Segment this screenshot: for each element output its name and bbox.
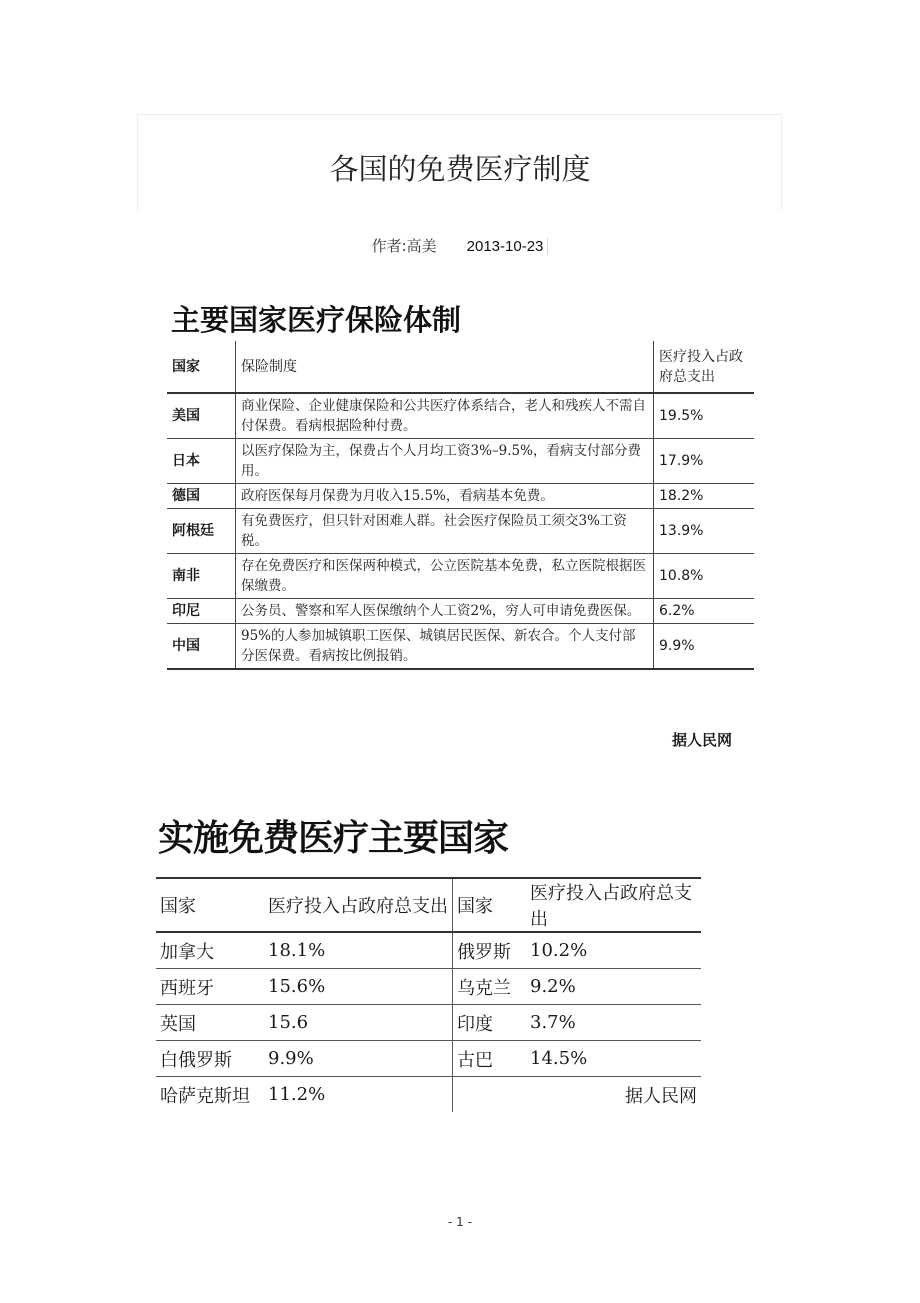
table-row <box>167 554 754 599</box>
country-left: 英国 <box>156 1005 264 1041</box>
header-country: 国家 <box>167 341 236 393</box>
header-system: 保险制度 <box>236 341 654 393</box>
table-row <box>156 1041 701 1077</box>
header-share: 医疗投入占政府总支出 <box>654 341 755 393</box>
table1-title: 主要国家医疗保险体制 <box>171 303 462 337</box>
table-header-row <box>167 341 754 393</box>
row-share: 13.9% <box>654 509 755 554</box>
share-left: 9.9% <box>264 1041 453 1077</box>
country-left: 哈萨克斯坦 <box>160 1085 250 1107</box>
row-share: 17.9% <box>654 439 755 484</box>
share-right: 10.2% <box>526 932 701 969</box>
row-share: 18.2% <box>654 484 755 509</box>
header-country-left: 国家 <box>156 878 264 932</box>
country-left: 西班牙 <box>156 969 264 1005</box>
row-country: 美国 <box>167 393 236 439</box>
publish-date: 2013-10-23 <box>467 238 549 255</box>
country-left: 加拿大 <box>156 932 264 969</box>
row-system: 政府医保每月保费为月收入15.5%，看病基本免费。 <box>236 484 654 509</box>
row-country: 中国 <box>167 624 236 670</box>
row-country: 阿根廷 <box>167 509 236 554</box>
row-share: 19.5% <box>654 393 755 439</box>
share-right: 14.5% <box>526 1041 701 1077</box>
share-left: 15.6% <box>264 969 453 1005</box>
byline <box>0 235 920 256</box>
table-row <box>167 624 754 670</box>
table2-title: 实施免费医疗主要国家 <box>158 817 509 859</box>
header-share-right: 医疗投入占政府总支出 <box>526 878 701 932</box>
table-row <box>156 932 701 969</box>
country-right: 印度 <box>453 1005 527 1041</box>
table-header-row <box>156 878 701 932</box>
country-right: 古巴 <box>453 1041 527 1077</box>
country-right: 乌克兰 <box>453 969 527 1005</box>
table-row <box>167 599 754 624</box>
row-system: 商业保险、企业健康保险和公共医疗体系结合，老人和残疾人不需自付保费。看病根据险种付费。 <box>236 393 654 439</box>
table-row <box>156 969 701 1005</box>
table-row <box>156 1005 701 1041</box>
row-country: 南非 <box>167 554 236 599</box>
table1-source: 据人民网 <box>672 731 733 749</box>
country-left: 白俄罗斯 <box>156 1041 264 1077</box>
row-system: 以医疗保险为主，保费占个人月均工资3%–9.5%，看病支付部分费用。 <box>236 439 654 484</box>
table2-source: 据人民网 <box>453 1077 702 1113</box>
table-row <box>167 439 754 484</box>
page-number: - 1 - <box>448 1215 472 1229</box>
row-share: 10.8% <box>654 554 755 599</box>
share-right: 9.2% <box>526 969 701 1005</box>
page-title: 各国的免费医疗制度 <box>329 152 591 186</box>
share-left: 18.1% <box>264 932 453 969</box>
row-system: 存在免费医疗和医保两种模式，公立医院基本免费，私立医院根据医保缴费。 <box>236 554 654 599</box>
table-row <box>156 1077 701 1113</box>
row-system: 公务员、警察和军人医保缴纳个人工资2%，穷人可申请免费医保。 <box>236 599 654 624</box>
header-country-right: 国家 <box>453 878 527 932</box>
row-system: 95%的人参加城镇职工医保、城镇居民医保、新农合。个人支付部分医保费。看病按比例报销。 <box>236 624 654 670</box>
row-country: 印尼 <box>167 599 236 624</box>
table-row <box>167 484 754 509</box>
header-share-left: 医疗投入占政府总支出 <box>264 878 453 932</box>
row-share: 9.9% <box>654 624 755 670</box>
share-left: 11.2% <box>268 1084 326 1105</box>
row-country: 日本 <box>167 439 236 484</box>
table-row <box>167 509 754 554</box>
author: 作者:高美 <box>371 237 437 255</box>
row-system: 有免费医疗，但只针对困难人群。社会医疗保险员工须交3%工资税。 <box>236 509 654 554</box>
row-country: 德国 <box>167 484 236 509</box>
table-row <box>167 393 754 439</box>
insurance-systems-table <box>167 341 754 670</box>
free-healthcare-countries-table <box>156 877 701 1112</box>
share-left: 15.6 <box>264 1005 453 1041</box>
share-right: 3.7% <box>526 1005 701 1041</box>
country-right: 俄罗斯 <box>453 932 527 969</box>
row-share: 6.2% <box>654 599 755 624</box>
